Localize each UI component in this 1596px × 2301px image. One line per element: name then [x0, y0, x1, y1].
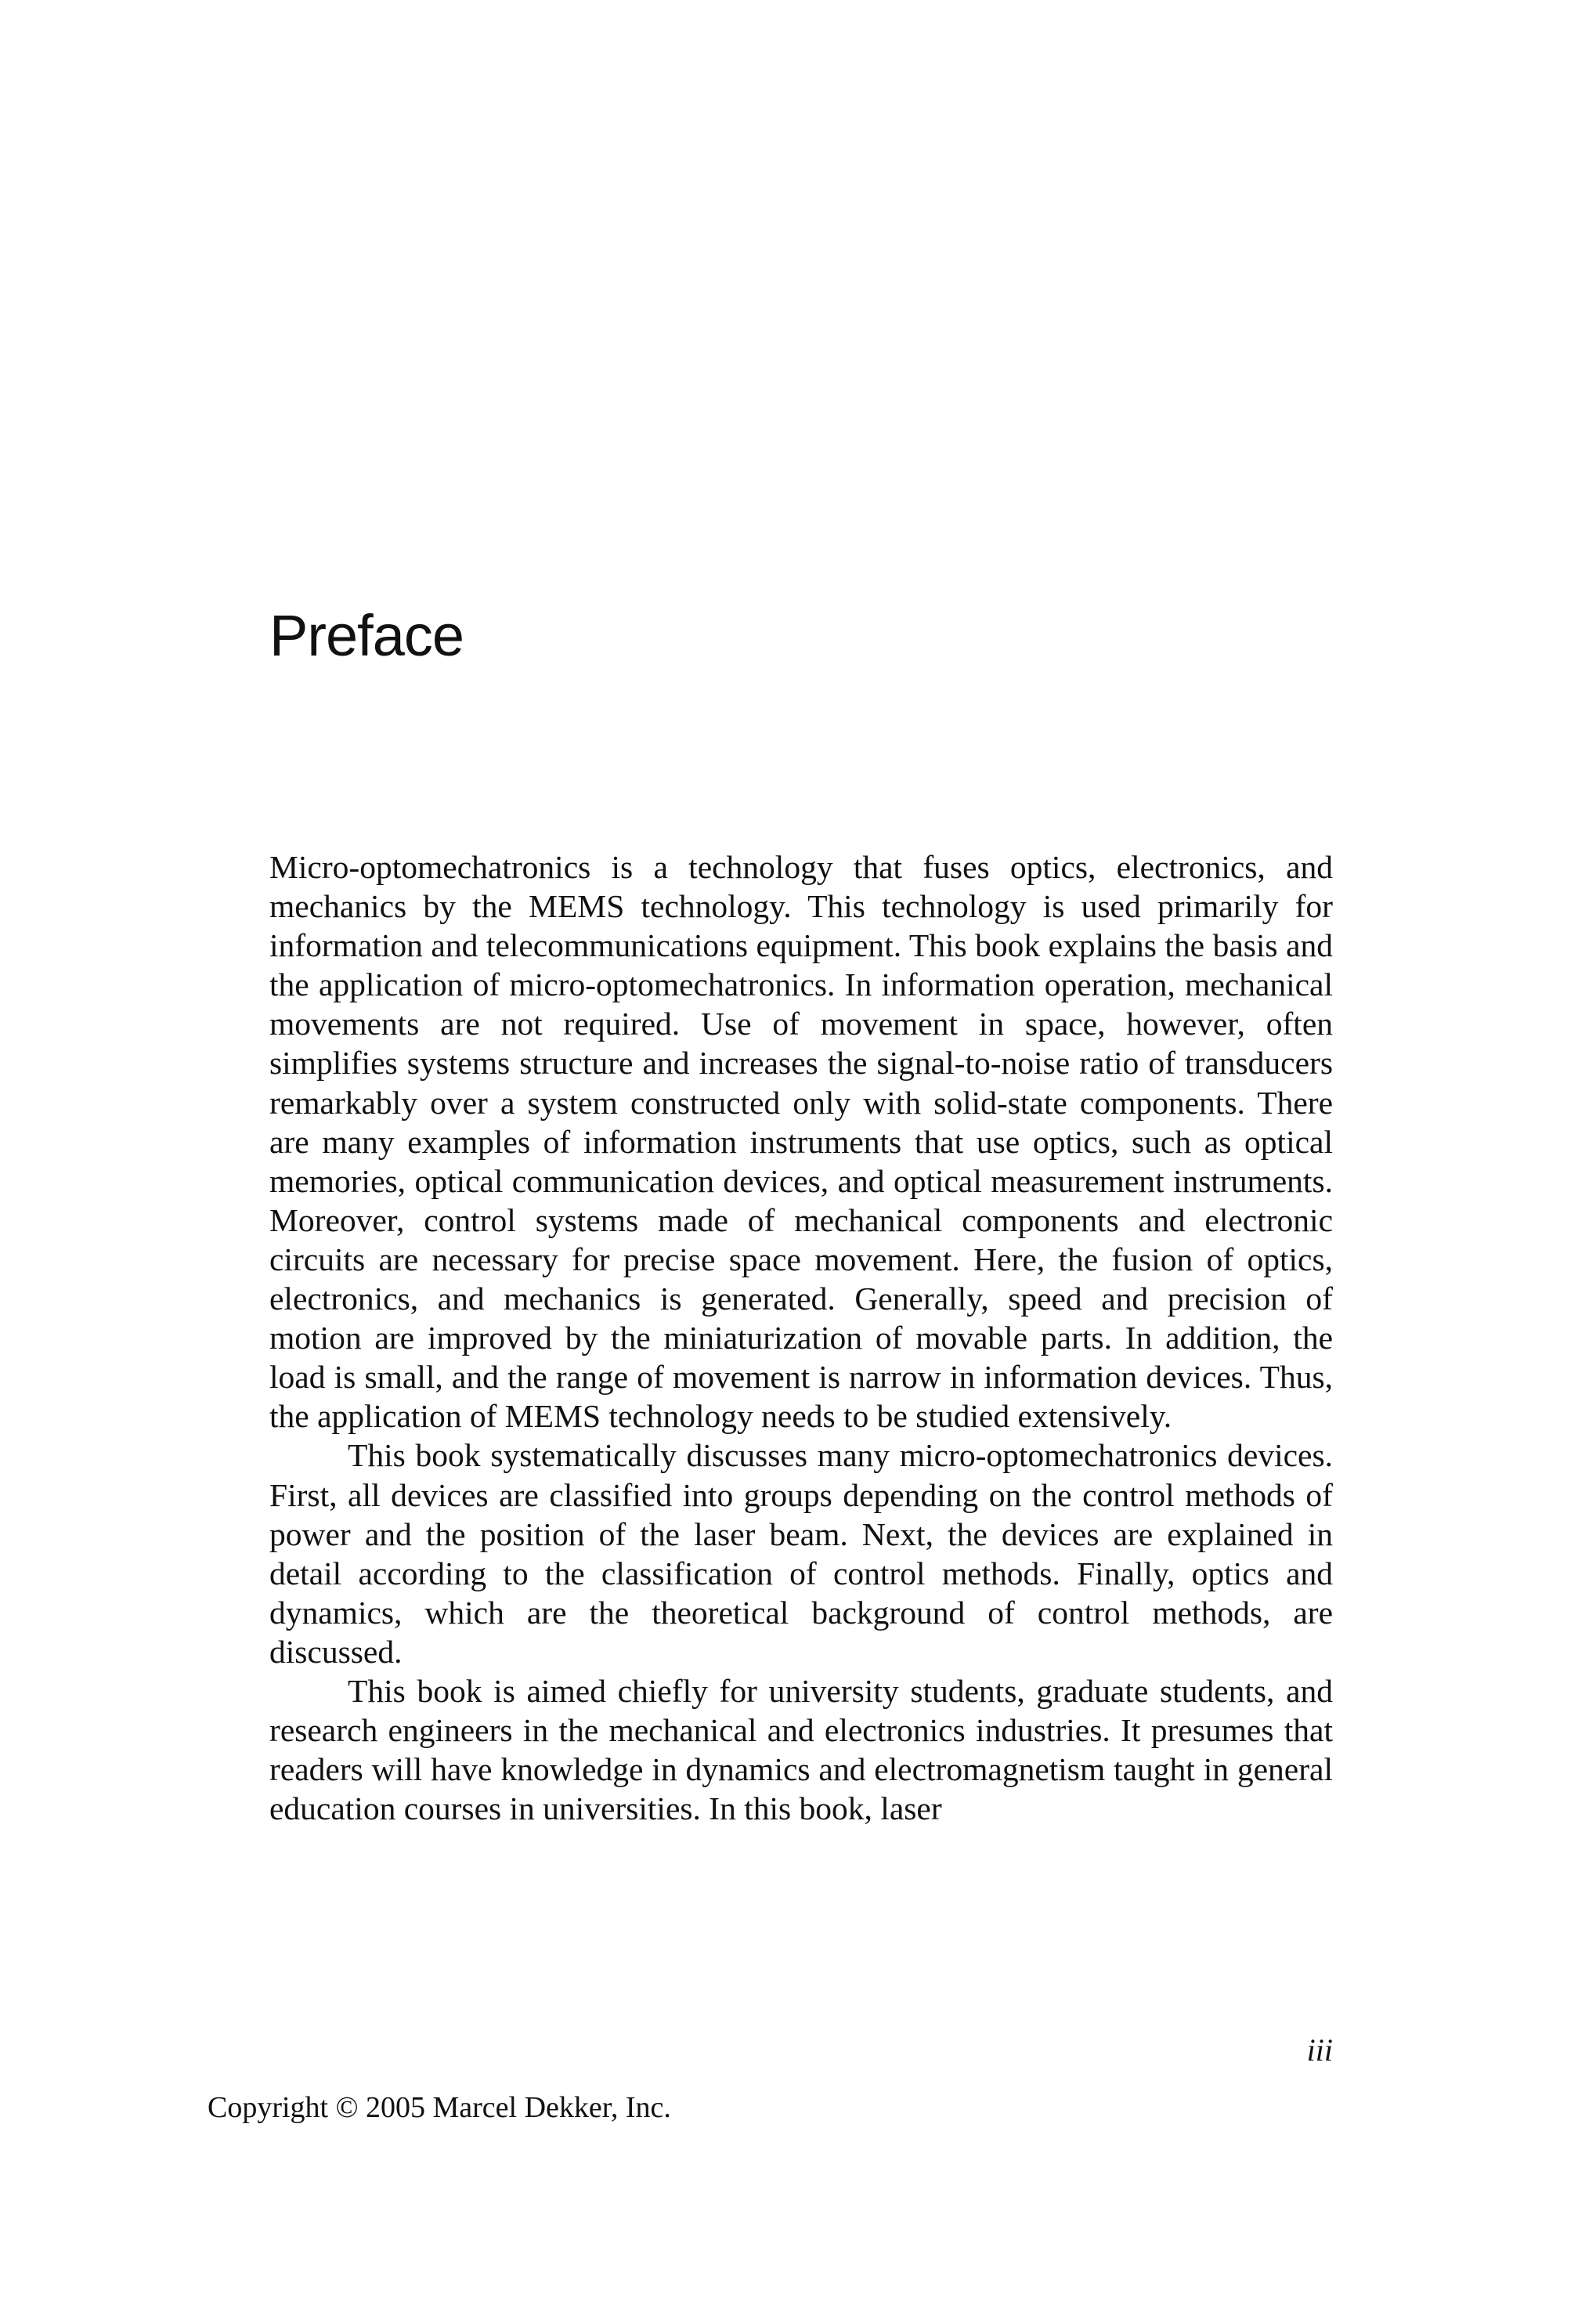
- paragraph-1: Micro-optomechatronics is a technology that fuses optics, electronics, and mechanics by the MEMS technology. This technology is used primarily for information and telecommunications equipment. This book explains the basis and the application of micro-optomechatronics. In information operation, mechanical movements are not required. Use of movement in space, however, often simplifies systems structure and increases the signal-to-noise ratio of transducers remarkably over a system constructed only with solid-state components. There are many examples of information instruments that use optics, such as optical memories, optical communication devices, and optical measurement instruments. Moreover, control systems made of mechanical components and electronic circuits are necessary for precise space movement. Here, the fusion of optics, electronics, and mechanics is generated. Generally, speed and precision of motion are improved by the miniaturization of movable parts. In addition, the load is small, and the range of movement is narrow in information devices. Thus, the application of MEMS technology needs to be studied extensively.: [269, 849, 1333, 1435]
- page-title: Preface: [269, 603, 464, 668]
- preface-body: [269, 847, 1333, 1828]
- paragraph-2: This book systematically discusses many micro-optomechatronics devices. First, all devices are classified into groups depending on the control methods of power and the position of the laser beam. Next, the devices are explained in detail according to the classification of control methods. Finally, optics and dynamics, which are the theoretical background of control methods, are discussed.: [269, 1437, 1333, 1670]
- page-number: iii: [1306, 2032, 1333, 2068]
- copyright-notice: Copyright © 2005 Marcel Dekker, Inc.: [208, 2091, 671, 2124]
- paragraph-3: This book is aimed chiefly for university students, graduate students, and research engineers in the mechanical and electronics industries. It presumes that readers will have knowledge in dynamics and electromagnetism taught in general education courses in universities. In this book, laser: [269, 1672, 1333, 1827]
